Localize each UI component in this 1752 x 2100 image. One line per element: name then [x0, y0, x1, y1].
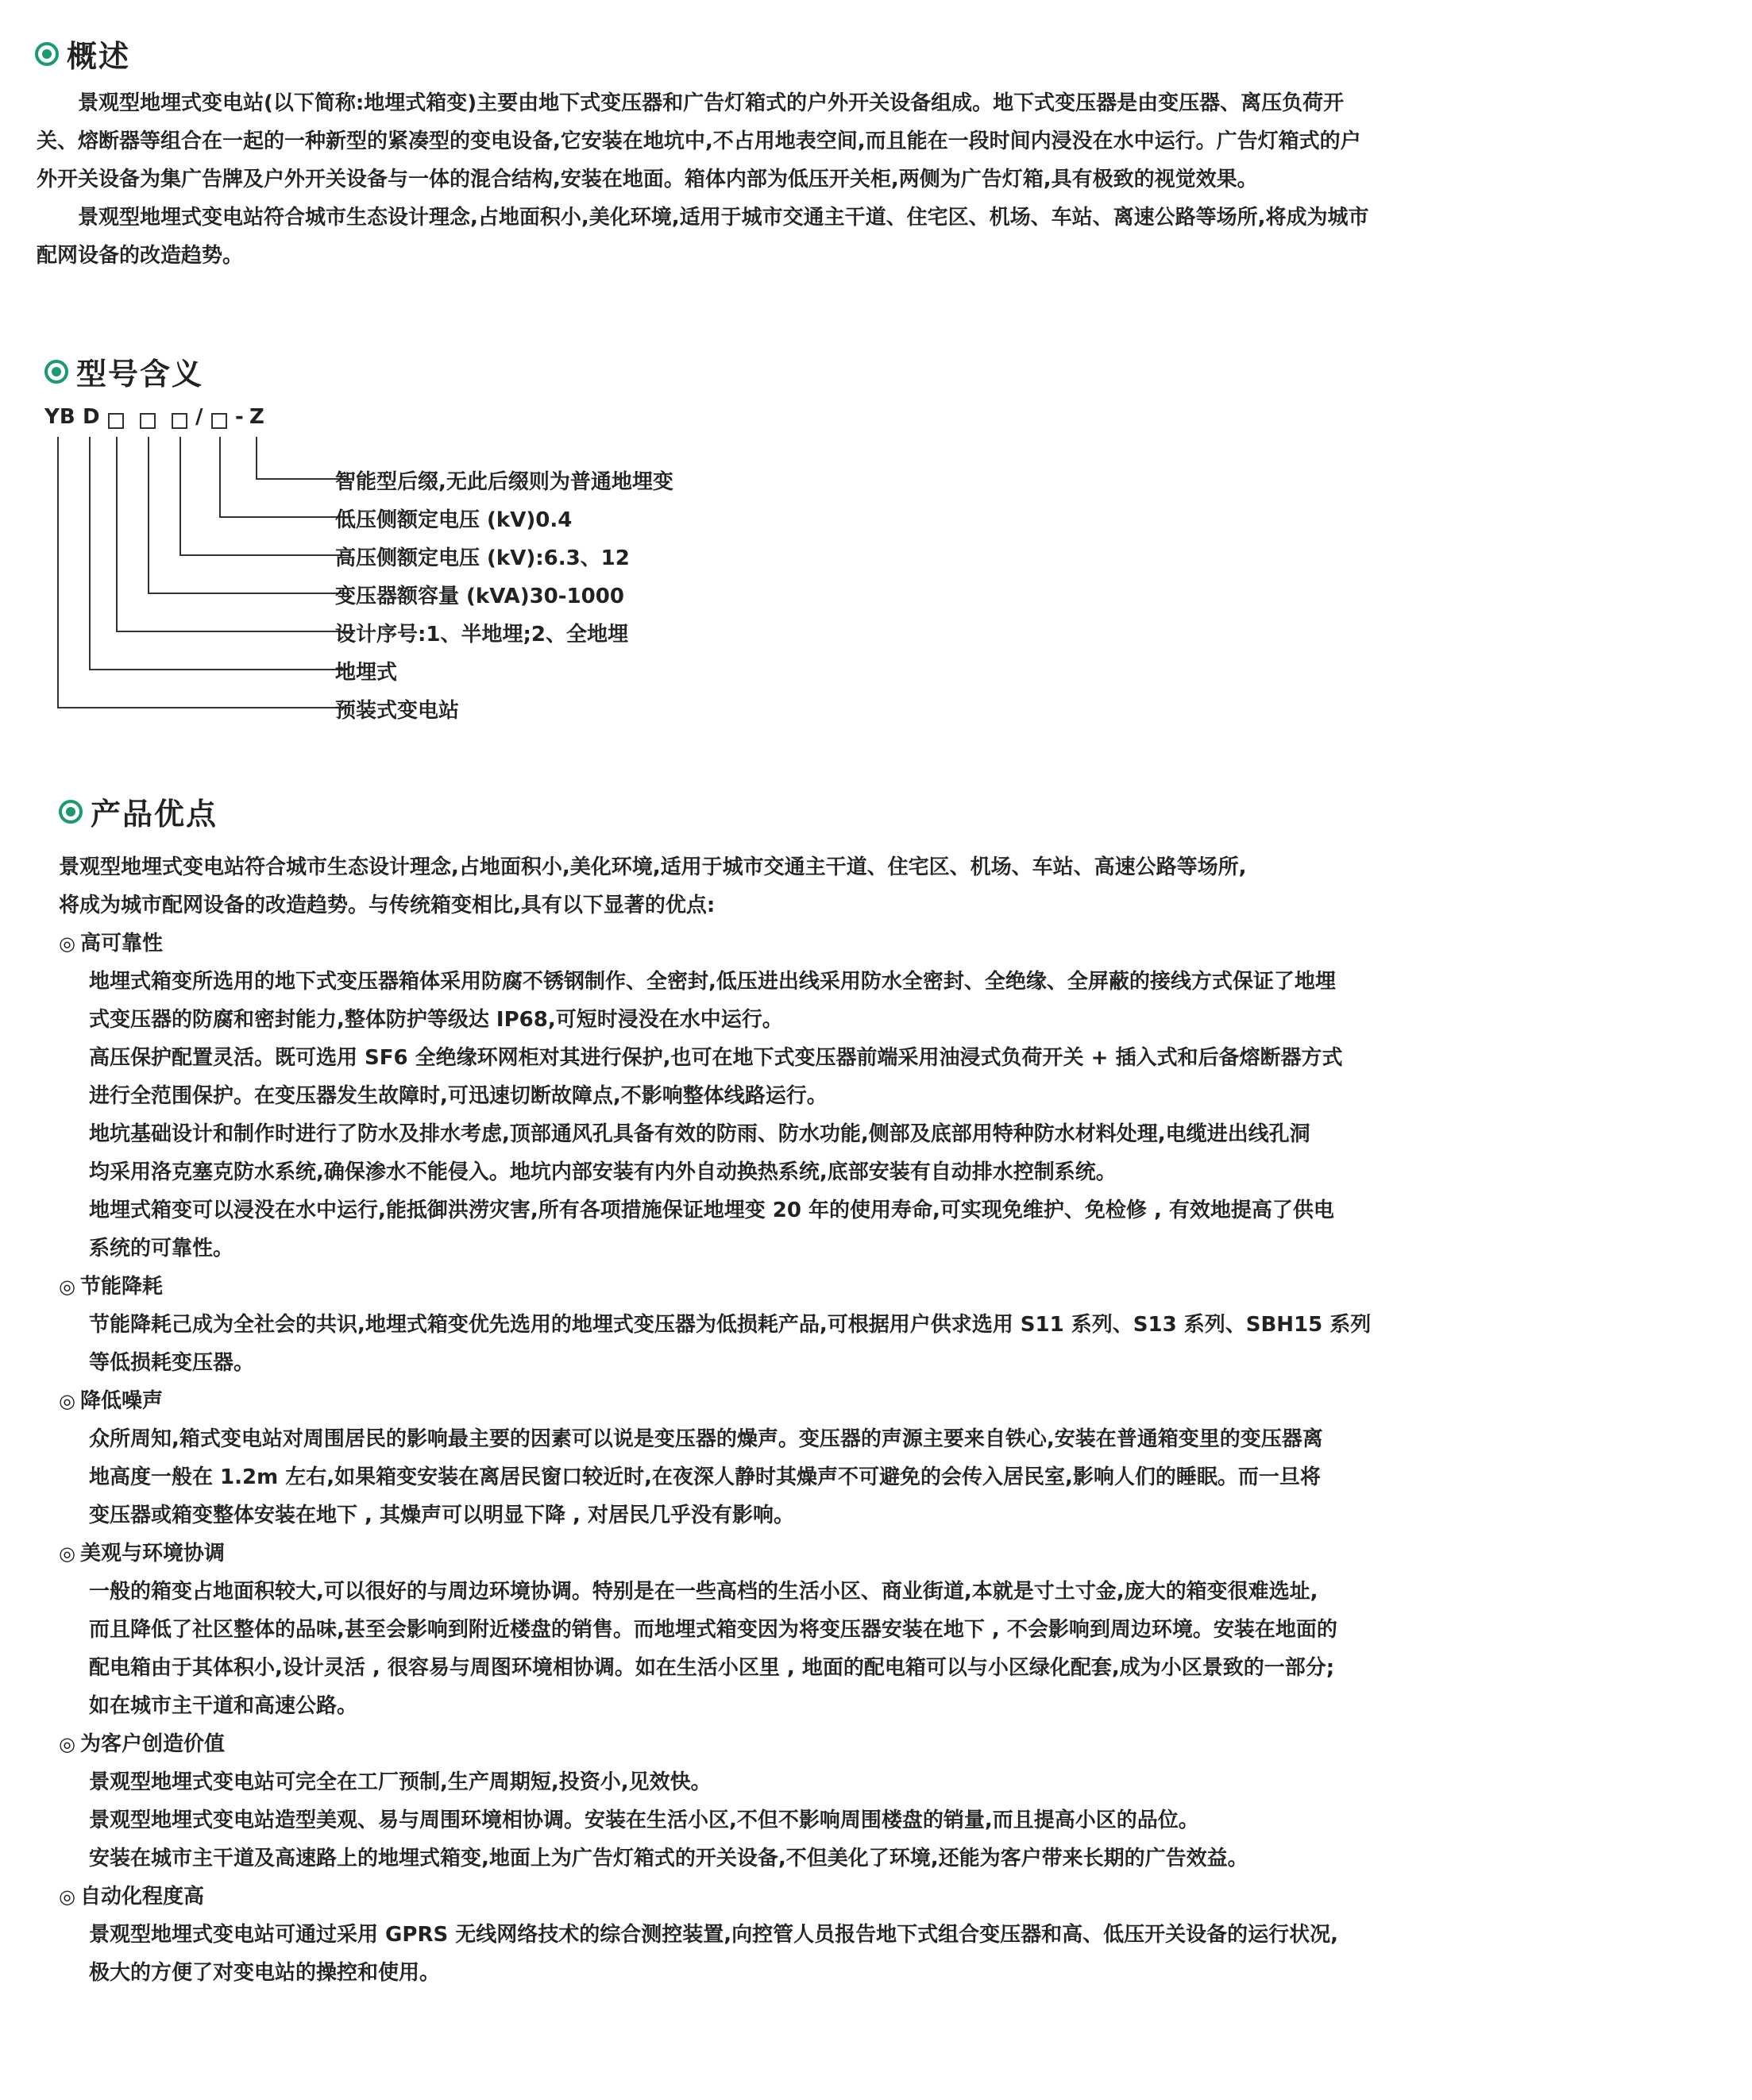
code-d: D	[83, 405, 100, 429]
model-header	[44, 349, 203, 393]
body-line: 景观型地埋式变电站可通过采用 GPRS 无线网络技术的综合测控装置,向控管人员报告地下式组合变压器和高、低压开关设备的运行状况,	[89, 1923, 1339, 1947]
subsection-heading: ◎ 为客户创造价值	[59, 1725, 1393, 1763]
circle-marker-icon: ◎	[59, 1886, 75, 1908]
overview-paragraph: 景观型地埋式变电站符合城市生态设计理念,占地面积小,美化环境,适用于城市交通主干道、住宅区、机场、车站、离速公路等场所,将成为城市配网设备的改造趋势。	[37, 206, 1369, 268]
code-slash: /	[195, 405, 203, 429]
body-line: 式变压器的防腐和密封能力,整体防护等级达 IP68,可短时浸没在水中运行。	[89, 1008, 783, 1032]
body-line: 景观型地埋式变电站可完全在工厂预制,生产周期短,投资小,见效快。	[89, 1770, 712, 1794]
body-line: 景观型地埋式变电站造型美观、易与周围环境相协调。安装在生活小区,不但不影响周围楼盘的销量,而且提高小区的品位。	[89, 1809, 1199, 1832]
code-yb: YB	[44, 405, 75, 429]
body-line: 一般的箱变占地面积较大,可以很好的与周边环境协调。特别是在一些高档的生活小区、商业街道,本就是寸土寸金,庞大的箱变很难选址,	[89, 1580, 1318, 1604]
target-icon	[59, 800, 83, 824]
body-line: 地高度一般在 1.2m 左右,如果箱变安装在离居民窗口较近时,在夜深人静时其燥声不可避免的会传入居民室,影响人们的睡眠。而一旦将	[89, 1465, 1321, 1489]
circle-marker-icon: ◎	[59, 1276, 75, 1298]
code-box-hv	[172, 411, 187, 434]
model-item: 高压侧额定电压 (kV):6.3、12	[335, 546, 630, 570]
code-z: Z	[249, 405, 264, 429]
circle-marker-icon: ◎	[59, 1542, 75, 1565]
model-item: 设计序号:1、半地埋;2、全地埋	[335, 623, 628, 647]
body-line: 系统的可靠性。	[89, 1237, 234, 1260]
body-line: 而且降低了社区整体的品味,甚至会影响到附近楼盘的销售。而地埋式箱变因为将变压器安装在地下 , 不会影响到周边环境。安装在地面的	[89, 1618, 1337, 1642]
target-icon	[35, 42, 59, 66]
model-item: 智能型后缀,无此后缀则为普通地埋变	[335, 470, 673, 494]
code-box-capacity	[140, 411, 156, 434]
body-line: 均采用洛克塞克防水系统,确保渗水不能侵入。地坑内部安装有内外自动换热系统,底部安装有自动排水控制系统。	[89, 1160, 1117, 1184]
advantages-body	[59, 848, 1393, 1992]
body-line: 地坑基础设计和制作时进行了防水及排水考虑,顶部通风孔具备有效的防雨、防水功能,侧部及底部用特种防水材料处理,电缆进出线孔洞	[89, 1122, 1310, 1146]
circle-marker-icon: ◎	[59, 932, 75, 955]
subsection-heading: ◎ 自动化程度高	[59, 1878, 1393, 1916]
circle-marker-icon: ◎	[59, 1733, 75, 1755]
subsection-heading: ◎ 节能降耗	[59, 1268, 1393, 1306]
body-line: 配电箱由于其体积小,设计灵活 , 很容易与周图环境相协调。如在生活小区里 , 地面的配电箱可以与小区绿化配套,成为小区景致的一部分;	[89, 1656, 1335, 1680]
overview-text	[37, 84, 1379, 275]
target-icon	[44, 360, 68, 384]
subsection-heading: ◎ 降低噪声	[59, 1382, 1393, 1420]
body-line: 如在城市主干道和高速公路。	[89, 1694, 358, 1718]
body-line: 变压器或箱变整体安装在地下 , 其燥声可以明显下降 , 对居民几乎没有影响。	[89, 1504, 794, 1527]
body-line: 高压保护配置灵活。既可选用 SF6 全绝缘环网柜对其进行保护,也可在地下式变压器前端采用油浸式负荷开关 + 插入式和后备熔断器方式	[89, 1046, 1343, 1070]
model-item: 低压侧额定电压 (kV)0.4	[335, 508, 573, 532]
model-item: 地埋式	[335, 661, 398, 685]
model-item: 预装式变电站	[335, 699, 460, 723]
code-box-lv	[211, 411, 227, 434]
model-diagram	[40, 405, 754, 723]
overview-header	[35, 32, 130, 75]
intro-line: 将成为城市配网设备的改造趋势。与传统箱变相比,具有以下显著的优点:	[59, 894, 716, 917]
overview-paragraph: 景观型地埋式变电站(以下简称:地埋式箱变)主要由地下式变压器和广告灯箱式的户外开关设备组成。地下式变压器是由变压器、离压负荷开关、熔断器等组合在一起的一种新型的紧凑型的变电设备,它安装在地坑中,不占用地表空间,而且能在一段时间内浸没在水中运行。广告灯箱式的户外开关设备为集广告牌及户外开关设备与一体的混合结构,安装在地面。箱体内部为低压开关柜,两侧为广告灯箱,具有极致的视觉效果。	[37, 91, 1361, 191]
body-line: 极大的方便了对变电站的操控和使用。	[89, 1961, 441, 1985]
subsection-heading: ◎ 高可靠性	[59, 925, 1393, 963]
subsection-heading: ◎ 美观与环境协调	[59, 1534, 1393, 1573]
model-title: 型号含义	[76, 357, 204, 392]
code-dash: -	[235, 405, 244, 429]
circle-marker-icon: ◎	[59, 1390, 75, 1412]
body-line: 节能降耗己成为全社会的共识,地埋式箱变优先选用的地埋式变压器为低损耗产品,可根据用户供求选用 S11 系列、S13 系列、SBH15 系列	[89, 1313, 1372, 1337]
model-item: 变压器额容量 (kVA)30-1000	[335, 585, 624, 608]
body-line: 进行全范围保护。在变压器发生故障时,可迅速切断故障点,不影响整体线路运行。	[89, 1084, 828, 1108]
advantages-header	[59, 789, 218, 833]
body-line: 地埋式箱变所选用的地下式变压器箱体采用防腐不锈钢制作、全密封,低压进出线采用防水全密封、全绝缘、全屏蔽的接线方式保证了地埋	[89, 970, 1336, 994]
body-line: 众所周知,箱式变电站对周围居民的影响最主要的因素可以说是变压器的燥声。变压器的声源主要来自铁心,安装在普通箱变里的变压器离	[89, 1427, 1323, 1451]
intro-line: 景观型地埋式变电站符合城市生态设计理念,占地面积小,美化环境,适用于城市交通主干道、住宅区、机场、车站、高速公路等场所,	[59, 855, 1247, 879]
body-line: 地埋式箱变可以浸没在水中运行,能抵御洪涝灾害,所有各项措施保证地埋变 20 年的使用寿命,可实现免维护、免检修 , 有效地提高了供电	[89, 1199, 1334, 1222]
body-line: 等低损耗变压器。	[89, 1351, 255, 1375]
advantages-title: 产品优点	[91, 797, 218, 832]
body-line: 安装在城市主干道及高速路上的地埋式箱变,地面上为广告灯箱式的开关设备,不但美化了环境,还能为客户带来长期的广告效益。	[89, 1847, 1248, 1870]
overview-title: 概述	[67, 39, 131, 74]
code-box-design	[108, 411, 124, 434]
